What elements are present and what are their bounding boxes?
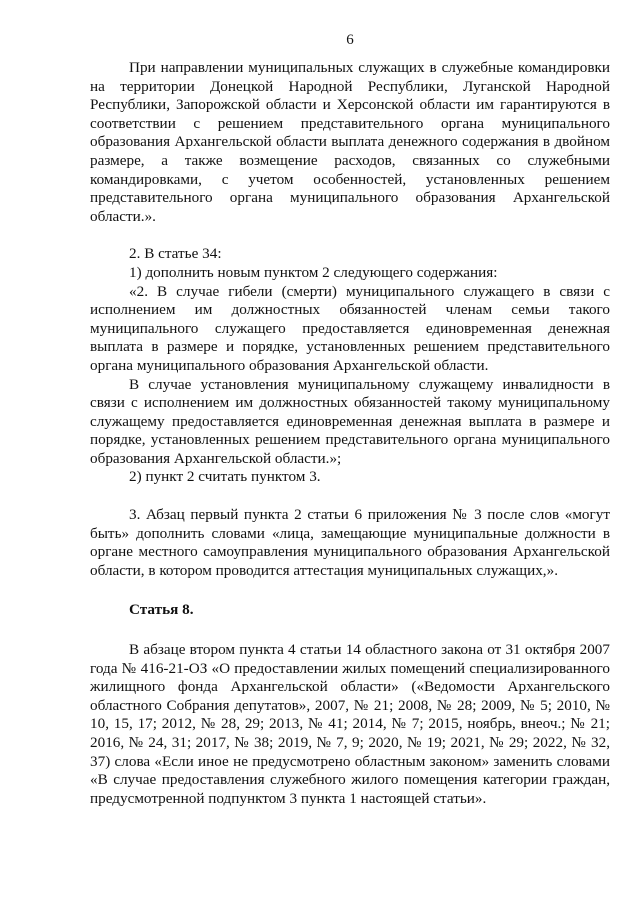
paragraph-gap bbox=[90, 226, 610, 245]
page-number: 6 bbox=[346, 32, 354, 48]
paragraph-attestation: 3. Абзац первый пункта 2 статьи 6 приложения № 3 после слов «могут быть» дополнить словами «лица, замещающие муниципальные должности в органе местного самоуправления муниципального образования Архангельской области, в котором проводится аттестация муниципальных служащих,». bbox=[90, 506, 610, 579]
paragraph-death-payment: «2. В случае гибели (смерти) муниципального служащего в связи с исполнением им должностных обязанностей членам семьи такого муниципального служащего предоставляется единовременная денежная выплата в размере и порядке, установленных решением представительного органа муниципального образования Архангельской области. bbox=[90, 282, 610, 374]
article-8-heading: Статья 8. bbox=[129, 601, 194, 619]
document-page bbox=[90, 32, 610, 808]
paragraph-renumber-point: 2) пункт 2 считать пунктом 3. bbox=[129, 468, 321, 486]
paragraph-gap bbox=[90, 580, 610, 601]
paragraph-add-point-2: 1) дополнить новым пунктом 2 следующего содержания: bbox=[129, 263, 498, 281]
paragraph-disability-payment: В случае установления муниципальному служащему инвалидности в связи с исполнением им должностных обязанностей такому муниципальному служащему предоставляется единовременная денежная выплата в размере и порядке, установленных решением представительного органа муниципального образования Архангельской области.»; bbox=[90, 375, 610, 467]
paragraph-gap bbox=[90, 620, 610, 641]
paragraph-business-trips: При направлении муниципальных служащих в служебные командировки на территории Донецкой Народной Республики, Луганской Народной Республики, Запорожской области и Херсонской области им гарантируются в соответствии с решением представительного органа муниципального образования Архангельской области выплата денежного содержания в двойном размере, а также возмещение расходов, связанных со служебными командировками, с учетом особенностей, установленных решением представительного органа муниципального образования Архангельской области.». bbox=[90, 59, 610, 225]
paragraph-article-8-text: В абзаце втором пункта 4 статьи 14 областного закона от 31 октября 2007 года № 416-21-ОЗ «О предоставлении жилых помещений специализированного жилищного фонда Архангельской области» («Ведомости Архангельского областного Собрания депутатов», 2007, № 21; 2008, № 28; 2009, № 5; 2010, № 10, 15, 17; 2012, № 28, 29; 2013, № 41; 2014, № 7; 2015, ноябрь, внеоч.; № 21; 2016, № 24, 31; 2017, № 38; 2019, № 7, 9; 2020, № 19; 2021, № 29; 2022, № 32, 37) слова «Если иное не предусмотрено областным законом» заменить словами «В случае предоставления служебного жилого помещения категории граждан, предусмотренной подпунктом 3 пункта 1 настоящей статьи». bbox=[90, 641, 610, 807]
paragraph-article-34-intro: 2. В статье 34: bbox=[129, 245, 222, 263]
paragraph-gap bbox=[90, 487, 610, 506]
